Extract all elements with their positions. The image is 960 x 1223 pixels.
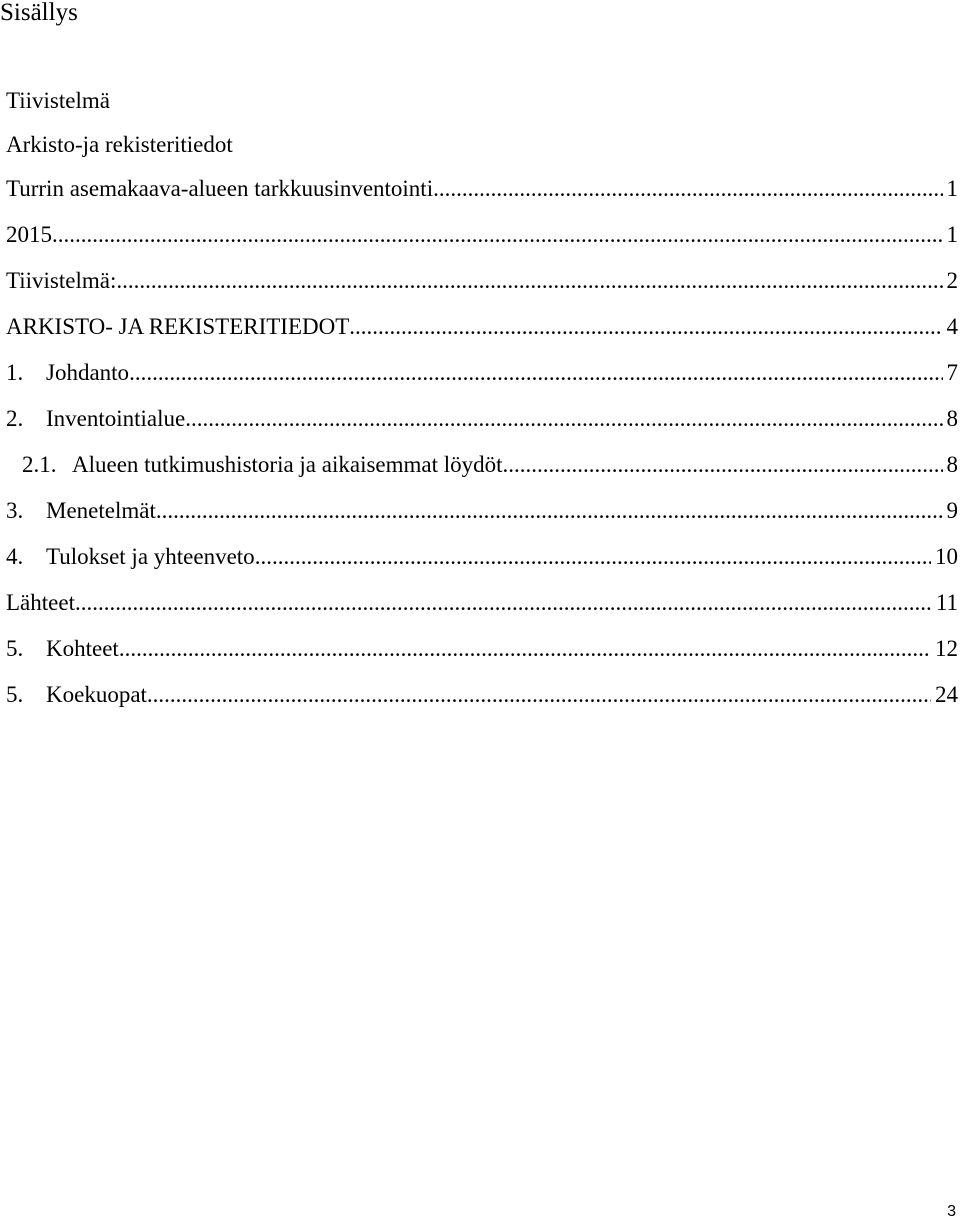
toc-entry-number: 2.1. xyxy=(22,452,57,477)
toc-entry-label: ARKISTO- JA REKISTERITIEDOT xyxy=(6,314,350,339)
toc-entry[interactable] xyxy=(0,636,958,664)
toc-entry-page: 24 xyxy=(935,682,958,707)
toc-entry[interactable] xyxy=(0,176,958,204)
toc-entry-page: 7 xyxy=(946,360,958,385)
toc-entry-page: 11 xyxy=(935,590,958,615)
toc-entry-label: Alueen tutkimushistoria ja aikaisemmat löydöt xyxy=(72,452,503,477)
toc-entry-page: 1 xyxy=(946,222,958,247)
toc-entry-number: 5. xyxy=(6,636,24,661)
toc-heading: Sisällys xyxy=(0,0,78,26)
toc-entry-label: Koekuopat xyxy=(46,682,147,707)
toc-entry[interactable] xyxy=(0,360,958,388)
toc-entry-page: 9 xyxy=(946,498,958,523)
toc-entry[interactable] xyxy=(0,314,958,342)
toc-entry-label: Lähteet xyxy=(6,590,75,615)
toc-entry-label: Tulokset ja yhteenveto xyxy=(46,544,255,569)
toc-entry-label: Menetelmät xyxy=(46,498,156,523)
toc-entry-label: 2015 xyxy=(6,222,52,247)
toc-entry-page: 2 xyxy=(946,268,958,293)
toc-entry-leader xyxy=(119,636,931,662)
toc-entry[interactable] xyxy=(0,406,958,434)
toc-entry[interactable] xyxy=(0,222,958,250)
toc-entry-leader xyxy=(147,682,931,708)
toc-entry-page: 8 xyxy=(946,406,958,431)
toc-entry-leader xyxy=(129,360,942,386)
toc-entry[interactable] xyxy=(0,590,958,618)
toc-entry-label: Tiivistelmä: xyxy=(6,268,117,293)
toc-entry-page: 1 xyxy=(946,176,958,201)
toc-entry-number: 1. xyxy=(6,360,24,385)
toc-entry-leader xyxy=(52,222,943,248)
summary-line: Tiivistelmä xyxy=(6,88,110,113)
page-number: 3 xyxy=(947,1203,956,1220)
toc-entry-leader xyxy=(156,498,943,524)
toc-entry-leader xyxy=(116,268,942,294)
toc-entry-page: 12 xyxy=(935,636,958,661)
toc-entry-leader xyxy=(185,406,942,432)
toc-entry-leader xyxy=(433,176,942,202)
toc-entry-page: 10 xyxy=(935,544,958,569)
toc-entry-page: 8 xyxy=(946,452,958,477)
toc-entry-number: 2. xyxy=(6,406,24,431)
archive-line: Arkisto-ja rekisteritiedot xyxy=(6,132,233,157)
toc-entry-label: Inventointialue xyxy=(46,406,186,431)
toc-entry-number: 3. xyxy=(6,498,24,523)
toc-entry-label: Johdanto xyxy=(46,360,130,385)
toc-entry[interactable] xyxy=(0,544,958,572)
toc-entry-leader xyxy=(255,544,931,570)
toc-entry[interactable] xyxy=(0,268,958,296)
toc-entry-number: 5. xyxy=(6,682,24,707)
toc-entry-label: Kohteet xyxy=(46,636,119,661)
toc-entry-leader xyxy=(503,452,943,478)
toc-entry[interactable] xyxy=(0,498,958,526)
toc-entry-leader xyxy=(349,314,942,340)
toc-entry-leader xyxy=(75,590,932,616)
toc-entry-number: 4. xyxy=(6,544,24,569)
toc-entry[interactable] xyxy=(0,682,958,710)
toc-entry[interactable] xyxy=(0,452,958,480)
toc-entry-label: Turrin asemakaava-alueen tarkkuusinventointi xyxy=(6,176,434,201)
toc-entry-page: 4 xyxy=(946,314,958,339)
